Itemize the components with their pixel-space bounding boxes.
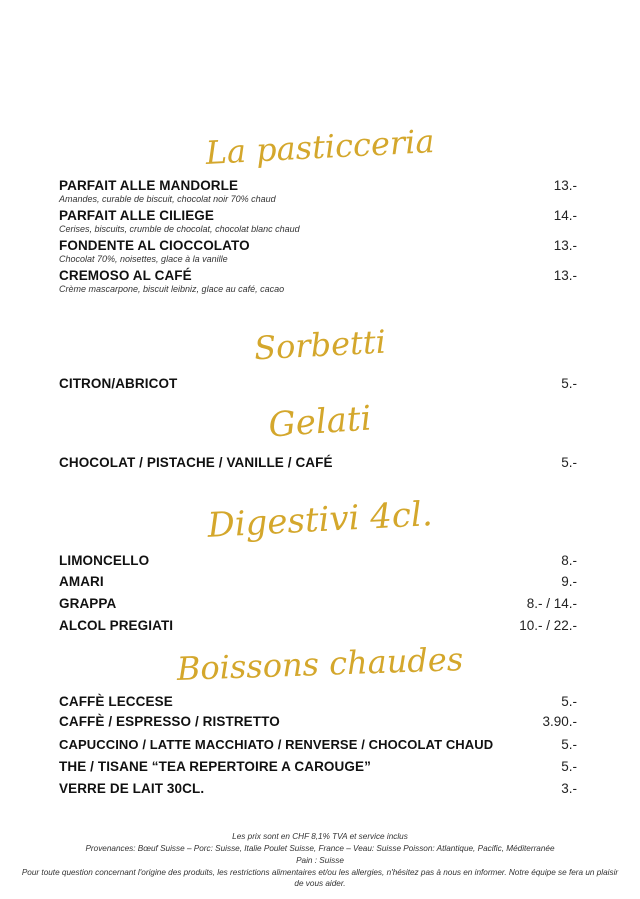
menu-item — [59, 574, 577, 590]
menu-item — [59, 737, 577, 753]
footer-pain: Pain : Suisse — [296, 856, 344, 865]
item-price: 5.- — [561, 737, 577, 752]
footer-allergy-note: Pour toute question concernant l'origine des produits, les restrictions alimentaires et/ou les allergies, n'hésitez pas à nous en informer. Notre équipe se fera un plaisir de vous aider. — [21, 868, 619, 888]
item-name: VERRE DE LAIT 30CL. — [59, 781, 205, 796]
item-name: THE / TISANE “TEA REPERTOIRE A CAROUGE” — [59, 759, 371, 774]
menu-item — [59, 208, 577, 235]
item-price: 5.- — [561, 759, 577, 774]
item-description: Cerises, biscuits, crumble de chocolat, chocolat blanc chaud — [59, 224, 300, 234]
section-title-sorbetti: Sorbetti — [253, 322, 387, 368]
item-name: PARFAIT ALLE MANDORLE — [59, 178, 239, 193]
menu-item — [59, 781, 577, 797]
item-name: PARFAIT ALLE CILIEGE — [59, 208, 215, 223]
item-description: Chocolat 70%, noisettes, glace à la vanille — [59, 254, 228, 264]
section-title-pasticceria: La pasticceria — [204, 122, 436, 172]
footer-prices-note: Les prix sont en CHF 8,1% TVA et service inclus — [232, 832, 408, 841]
item-price: 13.- — [553, 238, 577, 253]
item-name: CAPUCCINO / LATTE MACCHIATO / RENVERSE / CHOCOLAT CHAUD — [59, 737, 494, 752]
menu-item — [59, 694, 577, 710]
item-name: GRAPPA — [59, 596, 117, 611]
section-title-digestivi: Digestivi 4cl. — [206, 494, 434, 546]
item-price: 8.- — [561, 553, 577, 568]
item-price: 8.- / 14.- — [526, 596, 577, 611]
item-description: Crème mascarpone, biscuit leibniz, glace au café, cacao — [59, 284, 285, 294]
item-price: 9.- — [561, 574, 577, 589]
item-price: 10.- / 22.- — [519, 618, 577, 633]
menu-item — [59, 714, 577, 730]
item-name: FONDENTE AL CIOCCOLATO — [59, 238, 250, 253]
menu-item — [59, 618, 577, 634]
item-description: Amandes, curable de biscuit, chocolat noir 70% chaud — [59, 194, 276, 204]
item-price: 3.90.- — [542, 714, 577, 729]
footer-provenances: Provenances: Bœuf Suisse – Porc: Suisse, Italie Poulet Suisse, France – Veau: Suisse Poisson: Atlantique, Pacific, Méditerranée — [85, 844, 555, 853]
item-price: 14.- — [553, 208, 577, 223]
section-title-boissons-chaudes: Boissons chaudes — [176, 640, 464, 688]
item-name: LIMONCELLO — [59, 553, 150, 568]
item-name: CHOCOLAT / PISTACHE / VANILLE / CAFÉ — [59, 455, 333, 470]
menu-item — [59, 596, 577, 612]
item-price: 5.- — [561, 376, 577, 391]
item-price: 5.- — [561, 694, 577, 709]
item-price: 5.- — [561, 455, 577, 470]
item-name: CITRON/ABRICOT — [59, 376, 178, 391]
menu-item — [59, 553, 577, 569]
menu-item — [59, 455, 577, 471]
item-name: ALCOL PREGIATI — [59, 618, 174, 633]
item-name: AMARI — [59, 574, 104, 589]
menu-item — [59, 238, 577, 265]
section-title-gelati: Gelati — [267, 398, 373, 446]
item-name: CREMOSO AL CAFÉ — [59, 268, 192, 283]
menu-item — [59, 268, 577, 295]
menu-item — [59, 759, 577, 775]
item-name: CAFFÈ / ESPRESSO / RISTRETTO — [59, 714, 280, 729]
item-price: 3.- — [561, 781, 577, 796]
item-price: 13.- — [553, 268, 577, 283]
item-price: 13.- — [553, 178, 577, 193]
menu-item — [59, 178, 577, 205]
item-name: CAFFÈ LECCESE — [59, 694, 173, 709]
